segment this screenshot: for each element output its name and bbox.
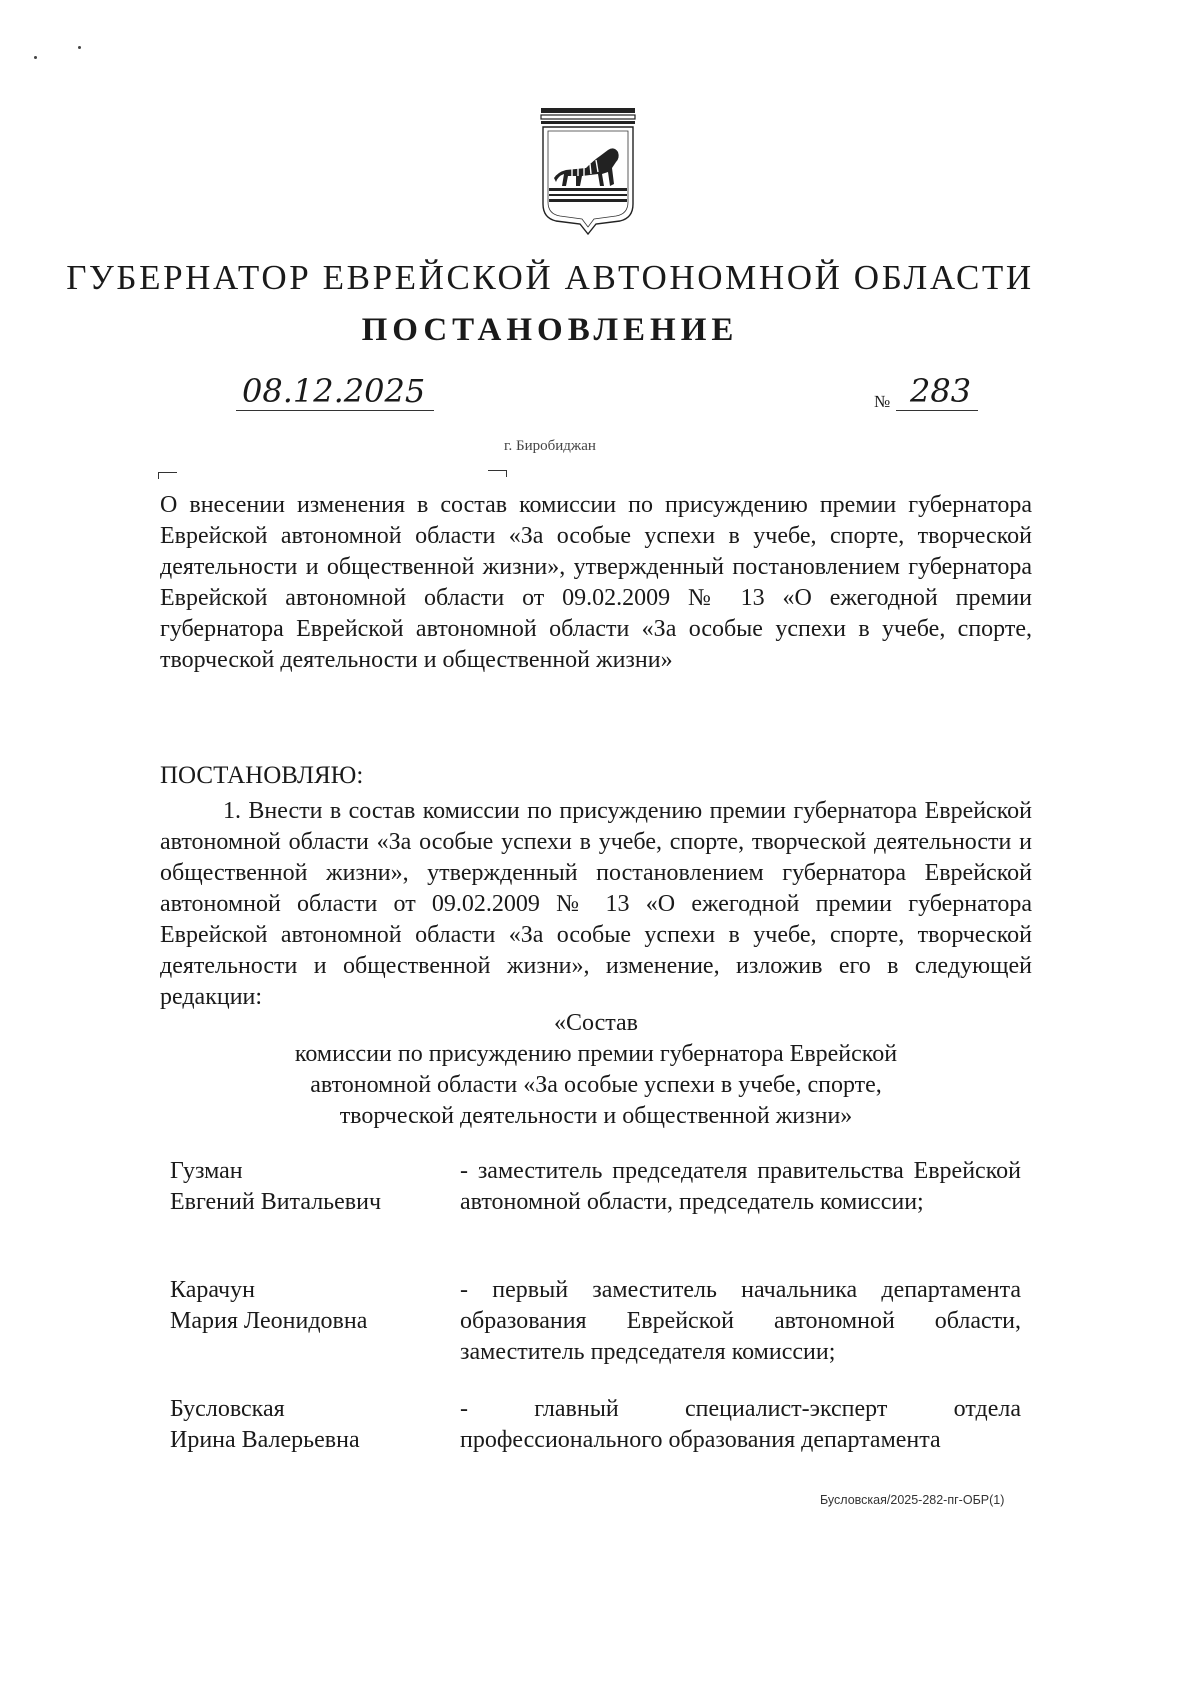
member-role: - первый заместитель начальника департамента образования Еврейской автономной области, заместитель председателя комиссии; <box>460 1277 1021 1365</box>
authority-title: ГУБЕРНАТОР ЕВРЕЙСКОЙ АВТОНОМНОЙ ОБЛАСТИ <box>66 258 1034 297</box>
member-surname: Бусловская <box>170 1396 285 1422</box>
member-given-names: Евгений Витальевич <box>170 1189 382 1215</box>
composition-heading: «Состав <box>553 1010 639 1036</box>
composition-title-line: творческой деятельности и общественной жизни» <box>339 1103 853 1129</box>
subject-bracket-left <box>158 472 177 479</box>
member-surname: Гузман <box>170 1158 243 1184</box>
member-surname: Карачун <box>170 1277 255 1303</box>
composition-title-line: комиссии по присуждению премии губернатора Еврейской <box>294 1041 898 1067</box>
handwritten-date: 08.12.2025 <box>242 372 426 410</box>
handwritten-number: 283 <box>910 372 972 410</box>
member-name <box>170 1275 367 1337</box>
footer-document-code: Бусловская/2025-282-пг-ОБР(1) <box>820 1493 1005 1507</box>
resolution-item-1: 1. Внести в состав комиссии по присуждению премии губернатора Еврейской автономной области «За особые успехи в учебе, спорте, творческой деятельности и общественной жизни», утвержденный постановлением губернатора Еврейской автономной области от 09.02.2009 № 13 «О ежегодной премии губернатора Еврейской автономной области «За особые успехи в учебе, спорте, творческой деятельности и общественной жизни», изменение, изложив его в следующей редакции: <box>160 798 1032 1010</box>
composition-title <box>160 1039 1032 1132</box>
number-underline <box>896 410 978 411</box>
resolve-heading: ПОСТАНОВЛЯЮ: <box>160 762 364 789</box>
member-role: - главный специалист-эксперт отдела профессионального образования департамента <box>460 1396 1021 1453</box>
date-underline <box>236 410 434 411</box>
member-given-names: Мария Леонидовна <box>170 1308 368 1334</box>
member-name <box>170 1156 381 1218</box>
composition-title-line: автономной области «За особые успехи в учебе, спорте, <box>310 1072 882 1098</box>
member-given-names: Ирина Валерьевна <box>170 1427 360 1453</box>
city-name: г. Биробиджан <box>504 438 596 454</box>
subject-bracket-right <box>488 470 507 477</box>
scan-speck <box>78 46 81 49</box>
document-subject: О внесении изменения в состав комиссии по присуждению премии губернатора Еврейской автономной области «За особые успехи в учебе, спорте, творческой деятельности и общественной жизни», утвержденный постановлением губернатора Еврейской автономной области от 09.02.2009 № 13 «О ежегодной премии губернатора Еврейской автономной области «За особые успехи в учебе, спорте, творческой деятельности и общественной жизни» <box>160 492 1032 673</box>
coat-of-arms-emblem <box>538 106 638 236</box>
number-label: № <box>874 392 891 411</box>
document-type-title: ПОСТАНОВЛЕНИЕ <box>361 312 739 348</box>
member-name <box>170 1394 360 1456</box>
member-role: - заместитель председателя правительства Еврейской автономной области, председатель комиссии; <box>460 1158 1021 1215</box>
scan-speck <box>34 56 37 59</box>
